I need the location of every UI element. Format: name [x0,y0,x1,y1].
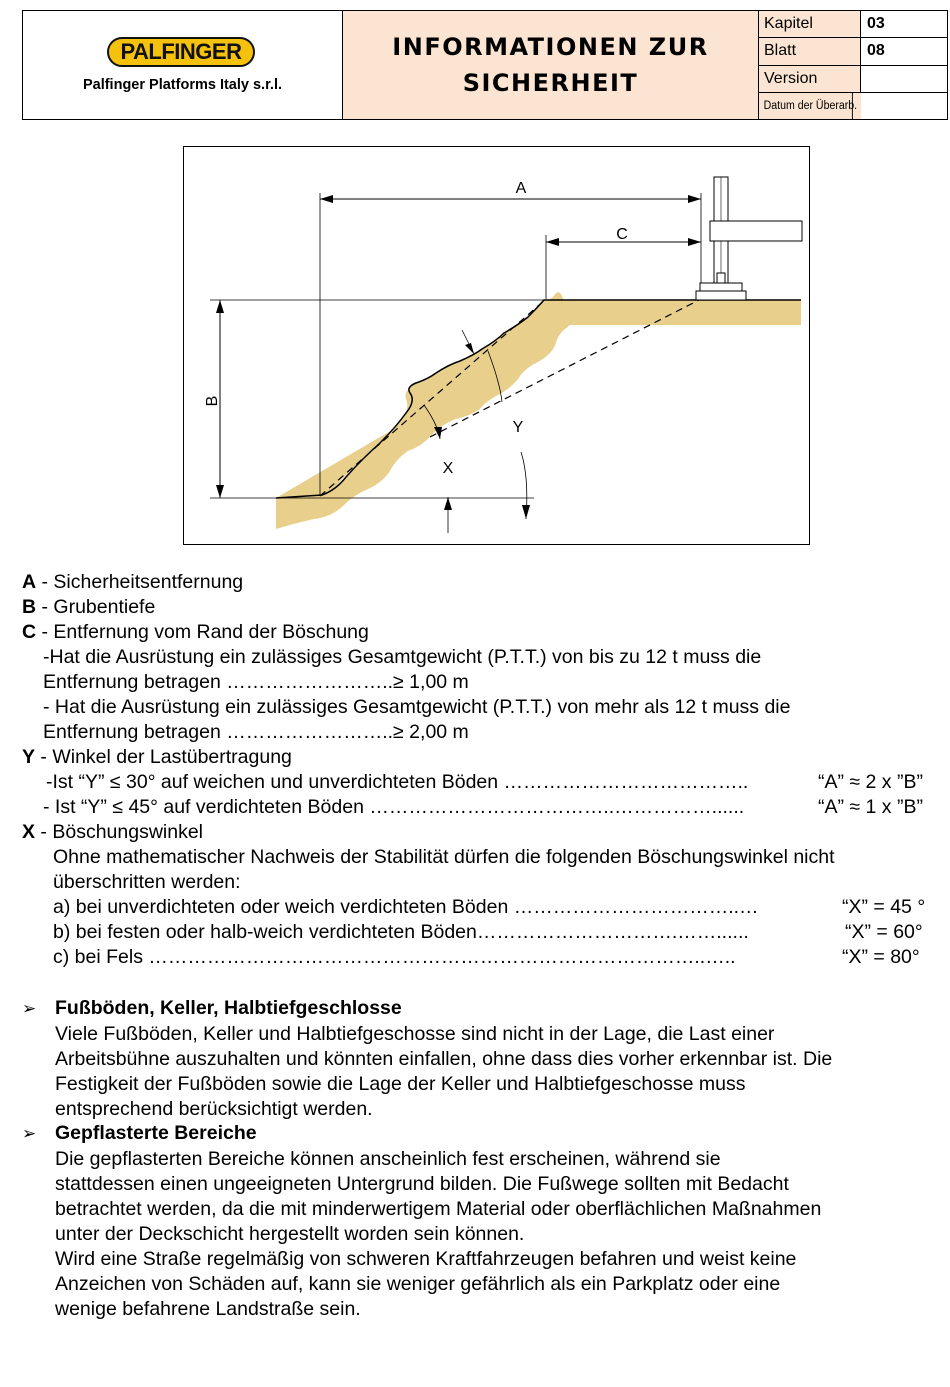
legend-b-key: B [22,596,37,618]
angle-x-arrow-top [434,427,442,439]
outrigger-beam [710,221,802,241]
legend-x-text: - Böschungswinkel [35,821,204,843]
angle-y-arrow-bottom [522,505,530,519]
meta-table [759,11,947,119]
section-title-paved: Gepflasterte Bereiche [55,1122,257,1144]
legend-x [22,821,203,844]
section-floors-line-4: entsprechend berücksichtigt werden. [55,1098,373,1120]
legend-c [22,621,369,644]
arrow-b-bottom [216,485,224,498]
angle-x-arrow-bottom [444,497,452,510]
logo-cell [23,11,343,119]
legend-y-line-2: - Ist “Y” ≤ 45° auf verdichteten Böden ………………………………..……………...... [43,796,745,818]
legend-y-text: - Winkel der Lastübertragung [35,746,292,768]
arrow-b-top [216,300,224,313]
meta-label: Kapitel [759,11,861,37]
section-paved-line-7: wenige befahrene Landstraße sein. [55,1298,361,1320]
legend-c-line-4: Entfernung betragen ……………………..≥ 2,00 m [43,721,469,743]
meta-row-blatt [759,38,947,65]
label-b: B [204,395,221,407]
legend-a-text: - Sicherheitsentfernung [36,571,244,593]
legend-a-key: A [22,571,37,593]
legend-x-b-value: “X” = 60° [845,921,923,943]
legend-x-b: b) bei festen oder halb-weich verdichteten Böden………………………….……...... [53,921,749,943]
document-header [22,10,948,120]
meta-label: Blatt [759,38,861,64]
angle-y-arrow-top [465,343,474,354]
section-floors-line-3: Festigkeit der Fußböden sowie die Lage der Keller und Halbtiefgeschosse muss [55,1073,746,1095]
legend-x-c: c) bei Fels …………………………………………………………………………..….. [53,946,736,968]
section-title-floors: Fußböden, Keller, Halbtiefgeschlosse [55,997,402,1019]
meta-label: Version [759,66,861,92]
section-paved-line-3: betrachtet werden, da die mit minderwertigem Material oder oberflächlichen Maßnahmen [55,1198,822,1220]
label-a: A [515,180,527,197]
legend-x-a: a) bei unverdichteten oder weich verdichteten Böden ……………………………..… [53,896,759,918]
meta-label: Datum der Überarb. [759,93,853,119]
legend-a [22,571,243,594]
slope-diagram [183,146,810,545]
bullet-arrow-icon: ➢ [22,1124,37,1143]
meta-value: 03 [861,11,947,37]
slope-angle-dashed-line [320,299,546,496]
legend-y [22,746,292,769]
ground-fill [276,300,801,529]
meta-value: 08 [861,38,947,64]
legend-b [22,596,155,619]
outrigger-pad-top [700,283,742,291]
title-line-1: INFORMATIONEN ZUR [392,33,709,61]
legend-x-a-value: “X” = 45 ° [842,896,926,918]
arrow-c-right [688,238,701,246]
legend-c-line-1: -Hat die Ausrüstung ein zulässiges Gesamtgewicht (P.T.T.) von bis zu 12 t muss die [43,646,762,668]
legend-y-value-1: “A” ≈ 2 x ”B” [818,771,923,793]
legend-y-value-2: “A” ≈ 1 x ”B” [818,796,923,818]
meta-value [861,66,947,92]
slope-diagram-svg [184,147,811,546]
meta-value [861,93,947,119]
meta-row-datum [759,93,947,119]
title-line-2: SICHERHEIT [462,69,639,97]
outrigger-foot [717,273,725,283]
section-floors-line-1: Viele Fußböden, Keller und Halbtiefgeschosse sind nicht in der Lage, die Last einer [55,1023,775,1045]
arrow-a-right [688,195,701,203]
legend-c-key: C [22,621,37,643]
section-paved-line-6: Anzeichen von Schäden auf, kann sie weniger gefährlich als ein Parkplatz oder eine [55,1273,781,1295]
legend-c-line-3: - Hat die Ausrüstung ein zulässiges Gesamtgewicht (P.T.T.) von mehr als 12 t muss die [43,696,791,718]
section-paved-line-4: unter der Deckschicht hergestellt worden sein können. [55,1223,525,1245]
meta-row-kapitel [759,11,947,38]
legend-c-line-2: Entfernung betragen ……………………..≥ 1,00 m [43,671,469,693]
bullet-arrow-icon: ➢ [22,999,37,1018]
legend-y-key: Y [22,746,36,768]
legend-x-line-1: Ohne mathematischer Nachweis der Stabilität dürfen die folgenden Böschungswinkel nicht [53,846,835,868]
label-y: Y [512,419,524,436]
section-paved-line-1: Die gepflasterten Bereiche können anscheinlich fest erscheinen, während sie [55,1148,721,1170]
arrow-a-left [320,195,333,203]
palfinger-logo: PALFINGER [107,37,255,67]
label-c: C [616,226,628,243]
label-x: X [442,460,454,477]
document-title [343,11,759,119]
legend-x-key: X [22,821,36,843]
legend-c-text: - Entfernung vom Rand der Böschung [36,621,369,643]
legend-x-line-2: überschritten werden: [53,871,241,893]
company-name: Palfinger Platforms Italy s.r.l. [82,77,283,93]
legend-x-c-value: “X” = 80° [842,946,920,968]
meta-row-version [759,66,947,93]
legend-y-line-1: -Ist “Y” ≤ 30° auf weichen und unverdichteten Böden ……………………………….. [46,771,749,793]
section-floors-line-2: Arbeitsbühne auszuhalten und könnten einfallen, ohne dass dies vorher erkennbar ist. Die [55,1048,833,1070]
section-paved-line-2: stattdessen einen ungeeigneten Untergrund bilden. Die Fußwege sollten mit Bedacht [55,1173,789,1195]
legend-b-text: - Grubentiefe [36,596,156,618]
section-paved-line-5: Wird eine Straße regelmäßig von schweren Kraftfahrzeugen befahren und weist keine [55,1248,797,1270]
outrigger-pad-bottom [696,291,746,300]
arrow-c-left [546,238,559,246]
